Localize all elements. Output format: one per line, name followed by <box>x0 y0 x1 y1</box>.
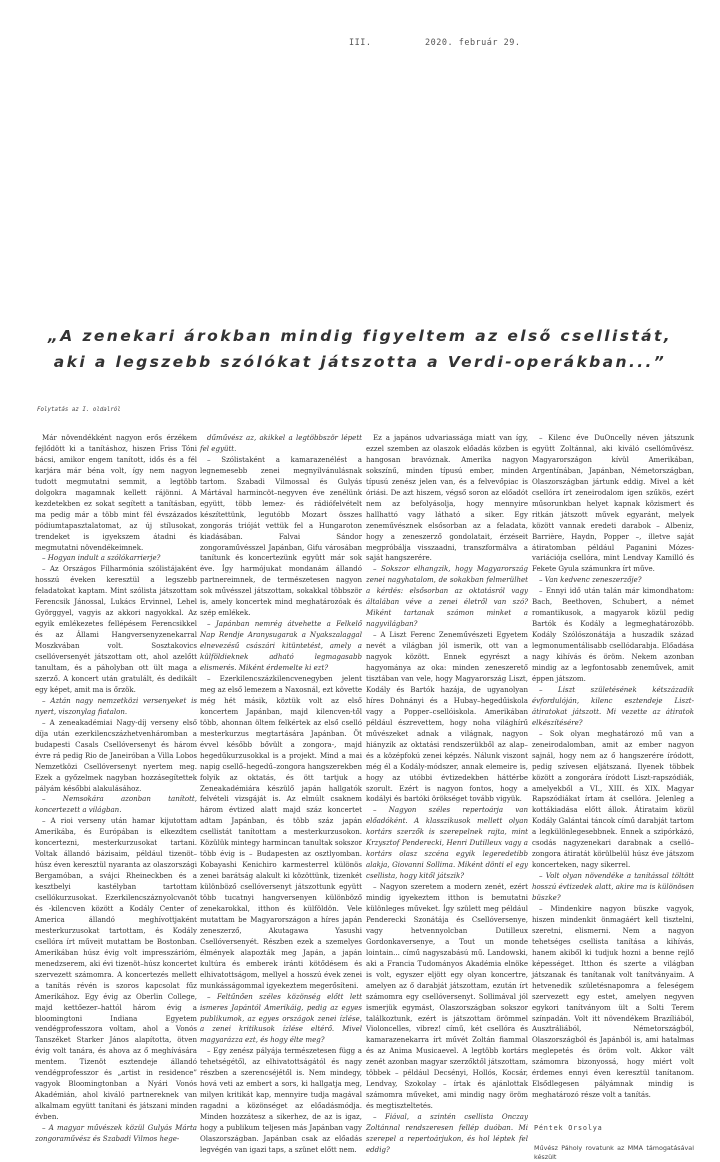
interview-question: – Volt olyan növendéke a tanítással töltött hosszú évtizedek alatt, akire ma is különösen büszke? <box>532 871 694 903</box>
column-paragraphs <box>532 433 694 1101</box>
interview-question: – Sokszor elhangzik, hogy Magyarország zenei nagyhatalom, de sokakban felmerülhet a kérdés: elsősorban az oktatásról vagy általában véve a zenei életről van szó? Miként tartanak számon minket a nagyvilágban? <box>366 564 528 629</box>
interview-question: – Nagyon széles repertoárja van előadóként. A klasszikusok mellett olyan kortárs szerzők is szerepelnek rajta, mint Krzysztof Penderecki, Henri Dutilleux vagy a kortárs olasz szcéna egyik legeredetibb alakja, Giovanni Sollima. Miként dönti el egy csellista, hogy kitől játszik? <box>366 805 528 881</box>
article-column-3 <box>366 433 528 1156</box>
interview-question: – Feltűnően széles közönség előtt lett ismeres Japántól Amerikáig, pedig az egyes publikumok, az egyes országok zenei ízlése, a zenei kritikusok ízlése eltérő. Mivel magyarázza ezt, és hogy élte meg? <box>200 991 362 1045</box>
article-column-2 <box>200 433 362 1156</box>
interview-question: dűművész az, akikkel a legtöbbször lépett fel együtt. <box>200 433 362 453</box>
article-paragraph: – Az Országos Filharmónia szólistájaként hosszú éveken keresztül a legszebb feladatokat kaptam. Mint szólista játszottam Ferencsik Jánossal, Lukács Ervinnel, Lehel Györggyel, vagyis az akkori nagyokkal. Az egyik emlékezetes fellépésem Ferencsikkel és az Állami Hangversenyzenekarral Moszkvában volt. Sosztakovics csellóversenyét játszottam ott, ahol azelőtt tanultam, és a páholyban ott ült maga a szerző. A koncert után gratulált, és dedikált egy képet, amit ma is őrzök. <box>35 564 197 694</box>
article-paragraph: – Mindenkire nagyon büszke vagyok, hiszen mindenkit önmagáért kell tisztelni, szeretni, elismerni. Nem a nagyon tehetséges csellista tanítása a kihívás, hanem akiből ki tudjuk hozni a benne rejlő képességet. Itthon és szerte a világban játszanak és tanítanak volt tanítványaim. A hetvenedik születésnapomra a feleségem szervezett egy estet, amelyen negyven egykori tanítványom ült a Solti Terem színpadán. Volt itt növendékem Brazíliából, Ausztráliából, Németországból, Olaszországból és Japánból is, ami hatalmas meglepetés és öröm volt. Akkor vált számomra bizonyossá, hogy miért volt érdemes ennyi éven keresztül tanítanom. Elsődlegesen pályámnak mindig is meghatározó része volt a tanítás. <box>532 903 694 1100</box>
article-paragraph: – Nagyon szeretem a modern zenét, ezért mindig igyekeztem itthon is bemutatni különleges műveket. Így születt meg például Penderecki Szonátája és Csellóversenye, vagy hetvennyolcban Dutilleux Gordonkaversenye, a Tout un monde lointain... című nagyszabású mű. Landowski, aki a Francia Tudományos Akadémia elnöke is volt, egyszer eljött egy olyan koncertre, amelyen az ő darabját játszottam, ezután írt számomra egy csellóversenyt. Sollimával jól ismerjük egymást, Olaszországban sokszor találkoztunk, ezért is játszottam örömmel Violoncelles, vibrez! című, két csellóra és kamarazenekarra írt művét Zoltán fiammal és az Anima Musicaevel. A legtöbb kortárs zenét azonban magyar szerzőktől játszottam, többek – például Decsényi, Hollós, Kocsár, Lendvay, Szokolay – írtak és ajánlottak számomra műveket, ami mindig nagy öröm és megtiszteltetés. <box>366 882 528 1111</box>
article-paragraph: – Szólistaként a kamarazenélést a legnemesebb zenei megnyilvánulásnak tartom. Szabadi Vilmossal és Gulyás Mártával harmincöt–negyven éve zenélünk együtt, több lemez- és rádiófelvételt készítettünk, legutóbb Mozart összes zongorás trióját vettük fel a Hungaroton kiadásában. Falvai Sándor zongoraművésszel Japánban, Gifu városában tanítunk és koncertezünk együtt már sok éve. Így harmójukat mondanám állandó partnereimnek, de természetesen nagyon sok művésszel játszottam, sokakkal többször is, amely koncertek mind meghatározóak és szép emlékek. <box>200 454 362 618</box>
article-column-1 <box>35 433 197 1145</box>
article-paragraph: – Kilenc éve DuOncelly néven játszunk együtt Zoltánnal, aki kiváló csellóművész. Magyarországon kívül Amerikában, Argentínában, Japánban, Németországban, Olaszországban jártunk eddig. Mivel a két csellóra írt zeneirodalom igen szűkös, ezért műsorunkban helyet kapnak közismert és ritkán játszott művek egyaránt, melyek között vannak eredeti darabok – Albeniz, Barrière, Haydn, Popper –, illetve saját átiratomban például Paganini Mózes-variációja csellóra, mint Lendvay Kamilló és Fekete Gyula számunkra írt műve. <box>532 433 694 574</box>
article-paragraph: – Ezerkilencszázkilencvenegyben jelent meg az első lemezem a Naxosnál, ezt követte még hét másik, köztük volt az első koncertem Japánban, majd kilencven-től több, ahonnan öltem felkértek az első cselló mesterkurzus megtartására Japánban. Öt évvel később bővült a zongora-, majd hegedűkurzusokkal is a projekt. Mind a mai napig csellő–hegedű–zongora hangszerekben folyik az oktatás, és ött tartjuk a Zeneakadémiára készülő japán hallgatók felvételi vizsgáját is. Az elmúlt csaknem három évtized alatt majd száz koncertet adtam Japánban, és több száz japán csellistát tanítottam a mesterkurzusokon. Közülük mintegy harmincan tanultak sokszor több évig is – Budapesten az osztlyomban. Kobayashi Kenichiro karmesterrel különös zenei barátság alakult ki közöttünk, tizenkét különböző csellóversenyt játszottunk együtt több tucatnyi hangversenyen különböző zenekarokkal, itthon és külföldön. Vele mutattam be Magyarországon a híres japán zeneszerző, Akutagawa Yasushi Csellóversenyét. Részben ezek a szemelyes élmények alapozták meg Japán, a japán kultúra és emberek iránti kötődésem és elhivatottságom, mellyel a hosszú évek zenei munkásságommal igyekeztem megerősíteni. <box>200 673 362 990</box>
article-paragraph: Ez a japános udvariassága miatt van így, ezzel szemben az olaszok előadás közben is hangosan bravóznak. Amerika nagyon sokszínű, minden típusú ember, minden típusú zenész jelen van, és a felvevőpiac is óriási. De azt hiszem, végső soron az előadót nem az befolyásolja, hogy mennyire hallhattó vagy látható a siker. Egy zeneművésznek elsősorban az a feladata, hogy a zeneszerző gondolatait, érzéseit megpróbálja visszaadni, transzformálva a saját hangszerére. <box>366 433 528 563</box>
article-paragraph: – A Liszt Ferenc Zeneművészeti Egyetem nevét a világban jól ismerik, ott van a nagyok között. Ennek egyrészt a hagyománya az oka: minden zeneszerető tisztában van vele, hogy Magyarország Liszt, Kodály és Bartók hazája, de ugyanolyan híres Dohnányi és a Hubay–hegedűiskola vagy a Popper–csellóiskola. Amerikában például észrevettem, hogy noha világhírű művészeket adnak a világnak, nagyon hiányzik az oktatási rendszerükből az alap– és a középfokú zenei képzés. Nálunk viszont még él a Kodály-módszer, annak elemeire is, hogy az utóbbi évtizedekben háttérbe szorult. Ezért is nagyon fontos, hogy a kodályi és bartóki örökséget tovább vigyük. <box>366 630 528 804</box>
signature-block <box>532 1123 694 1162</box>
interview-question: – Nemsokára azonban tanított, koncertezett a világban. <box>35 794 197 815</box>
interview-question: – A magyar művészek közül Gulyás Márta zongoraművész és Szabadi Vilmos hege- <box>35 1123 197 1143</box>
interview-question: – Fiával, a szintén csellista Onczay Zoltánnal rendszeresen fellép duóban. Mi szerepel a repertoárjukon, és hol léptek fel eddig? <box>366 1112 528 1154</box>
interview-question: – Hogyan indult a szólókarrierje? <box>42 553 161 563</box>
sponsor-note: Művész Páholy rovatunk az MMA támogatásával készült <box>534 1144 694 1162</box>
page-number: III. <box>349 38 372 48</box>
issue-date: 2020. február 29. <box>425 38 521 48</box>
article-column-4 <box>532 433 694 1162</box>
interview-question: – Japánban nemrég átvehette a Felkelő Nap Rendje Aranysugarak a Nyakszalaggal elnevezésű császári kitüntetést, amely a külföldieknek adható legmagasabb elismerés. Miként érdemelte ki ezt? <box>200 619 362 673</box>
article-paragraph: – A zeneakadémiai Nagy-díj verseny első díja után ezerkilencszázhetvenháromban a budapesti Casals Csellóversenyt és három évre rá pedig Rio de Janeiróban a Villa Lobos Nemzetközi Csellóversenyt nyertem meg. Ezek a győzelmek nagyban hozzásegítettek pályám későbbi alakulásához. <box>35 717 197 793</box>
article-paragraph: – Sok olyan meghatározó mű van a zeneirodalomban, amit az ember nagyon sajnál, hogy nem az ő hangszerére íródott, pedig szívesen eljátszaná. Ilyenek többek között a zongorára íródott Liszt-rapszódiák, amelyekből a VI., XIII. és XIX. Magyar Rapszódiákat írtam át csellóra. Jelenleg a kottákiadása előtt állok. Átirataim közül Kodály Galántai táncok című darabját tartom a legkülönlegesebbnek. Ennek a szipórkázó, csodás nagyzenekari darabnak a cselló–zongora átiratát körülbelül húsz éve játszom koncerteken, nagy sikerrel. <box>532 728 694 870</box>
pull-quote: „A zenekari árokban mindig figyeltem az első csellistát, aki a legszebb szólókat játszotta a Verdi-operákban...” <box>47 327 673 371</box>
article-paragraph: – Ennyi idő után talán már kimondhatom: Bach, Beethoven, Schubert, a német romantikusok, a magyarok közül pedig Bartók és Kodály a legmeghatározóbb. Kodály Szólószonátája a huszadik század legmonumentálisabb csellódarabja. Előadása nagy kihívás és öröm. Nekem azonban mindig az a legfontosabb zeneművek, amit éppen játszom. <box>532 586 694 683</box>
author-name: Péntek Orsolya <box>534 1124 603 1133</box>
article-paragraph: Már növendékként nagyon erős érzékem fejlődött ki a tanításhoz, hiszen Friss Tóni bácsi, amikor engem tanított, idős és a fél karjára már béna volt, így nem nagyon tudott megmutatni semmit, a legtöbb dolgokra magamnak kellett rájönni. A kezdetekben ez sokat segített a tanításban, ma pedig már a több mint fél évszázados pódiumtapasztalatomat, az új stílusokat, trendeket is igyekszem átadni és megmutatni növendékeimnek. <box>35 433 197 552</box>
interview-question: – Liszt születésének kétszázadik évfordulóján, kilenc esztendeje Liszt-átiratokat játszott. Mi vezette az átiratok elkészítésére? <box>532 684 694 727</box>
interview-question: – Van kedvenc zeneszerzője? <box>539 575 642 585</box>
article-paragraph: – A rioi verseny után hamar kijutottam Amerikába, és Európában is elkezdtem koncertezni, mesterkurzusokat tartani. Voltak állandó bázisaim, például tizenöt–húsz éven keresztül nyaranta az olaszországi Bergamóban, a svájci Rheineckben és a kesztbelyi kastélyban tartottam csellókurzusokat. Ezerkilencszáznyolcvanöt és -kilencven között a Kodály Center of America állandó meghívottjaként mesterkurzusokat tartottam, és Kodály csellóra írt műveit mutattam be Bostonban. Amerikában húsz évig volt impresszárióm, menedzserem, aki évi tizenöt–húsz koncertet szervezett számomra. A koncertezés mellett a tanítás révén is szoros kapcsolat fűz Amerikához. Egy évig az Oberlin College, majd kettőezer–hattól három évig a bloomingtoni Indiana Egyetem vendégprofesszora voltam, ahol a Vonós Tanszéket Starker János alapította, ötven évig volt tanára, és ahova az ő meghívására mentem. Tizenöt esztendeje állandó vendégprofesszor és „artist in residence” vagyok Bloomingtonban a Nyári Vonós Akadémián, ahol kiváló partnereknek van alkalmam együtt tanítani és játszani minden évben. <box>35 816 197 1122</box>
article-paragraph: – Egy zenész pályája természetesen függ a tehetségétől, az elhivatottságától és nagy részben a szerencséjétől is. Nem mindegy, hová veti az embert a sors, ki hallgatja meg, milyen kritikát kap, mennyire tudja magával ragadni a közönséget az előadásmódja. Minden hozzátesz a sikerhez, de az is igaz, hogy a publikum teljesen más Japánban vagy Olaszországban. Japánban csak az előadás legvégén van igazi taps, a szünet előtt nem. <box>200 1046 362 1154</box>
continuation-note: Folytatás az I. oldalról <box>37 407 121 413</box>
interview-question: – Aztán nagy nemzetközi versenyeket is nyert, viszonylag fiatalon. <box>35 695 197 716</box>
